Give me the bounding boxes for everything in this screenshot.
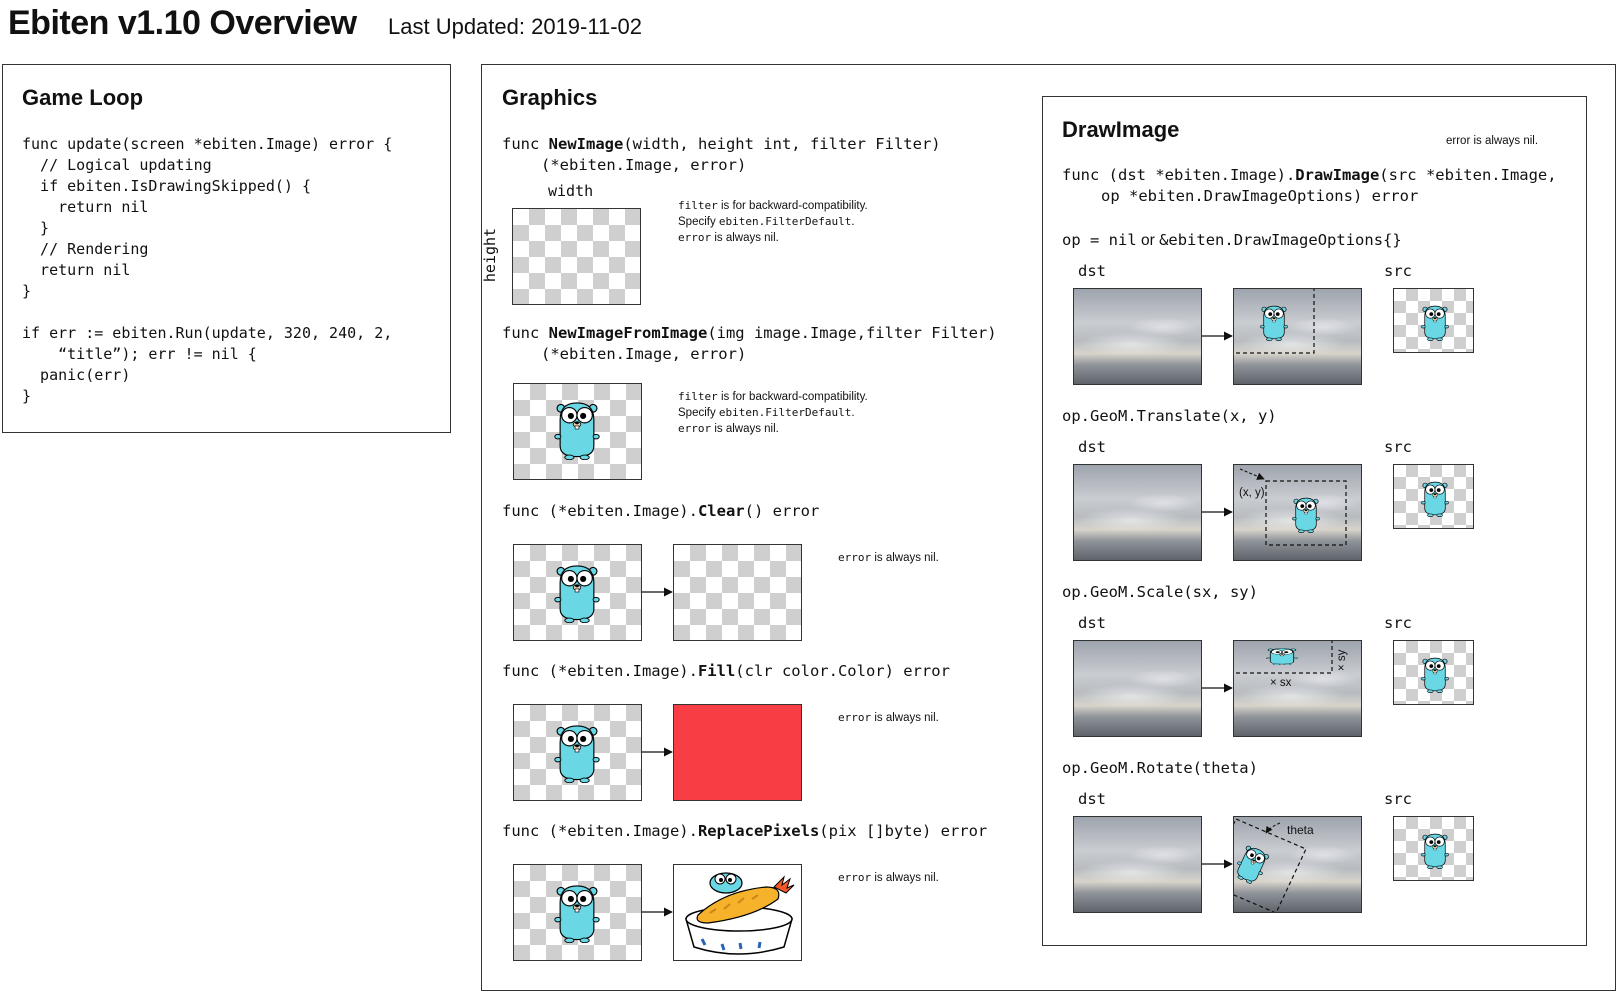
fill-signature: func (*ebiten.Image).Fill(clr color.Color) error bbox=[502, 662, 950, 680]
replace-pixels-before-image bbox=[513, 864, 642, 961]
width-label: width bbox=[548, 182, 594, 200]
dst-label: dst bbox=[1078, 262, 1106, 280]
dst-label: dst bbox=[1078, 790, 1106, 808]
scale-sx-label: × sx bbox=[1270, 677, 1292, 689]
gopher-icon bbox=[1421, 303, 1449, 341]
game-loop-code: func update(screen *ebiten.Image) error { // Logical updating if ebiten.IsDrawingSkipped() { return nil } // Rendering return nil } if err := ebiten.Run(update, 320, 240, 2, “title”); err != nil { panic(err) } bbox=[22, 135, 393, 405]
replace-pixels-after-image bbox=[673, 864, 802, 961]
new-image-note: filter is for backward-compatibility. Specify ebiten.FilterDefault. error is always nil. bbox=[678, 199, 868, 244]
gopher-icon bbox=[554, 561, 600, 623]
dst-label: dst bbox=[1078, 614, 1106, 632]
src-label: src bbox=[1384, 614, 1412, 632]
src-label: src bbox=[1384, 438, 1412, 456]
draw-image-signature: func (dst *ebiten.Image).DrawImage(src *ebiten.Image, op *ebiten.DrawImageOptions) error bbox=[1062, 166, 1557, 205]
dst-result-image bbox=[1233, 288, 1362, 385]
gopher-icon bbox=[554, 881, 600, 943]
page-title: Ebiten v1.10 Overview bbox=[8, 4, 357, 42]
gopher-icon bbox=[1292, 495, 1320, 533]
draw-image-error-note: error is always nil. bbox=[1446, 135, 1539, 147]
dst-label: dst bbox=[1078, 438, 1106, 456]
rotate-theta-label: theta bbox=[1287, 823, 1314, 837]
gopher-icon bbox=[554, 721, 600, 783]
dst-result-image bbox=[1233, 816, 1362, 913]
new-image-signature: func NewImage(width, height int, filter Filter) (*ebiten.Image, error) bbox=[502, 135, 941, 174]
dst-image bbox=[1073, 288, 1202, 385]
gopher-icon bbox=[1260, 303, 1288, 341]
src-label: src bbox=[1384, 790, 1412, 808]
fill-after-image bbox=[673, 704, 802, 801]
dst-image bbox=[1073, 464, 1202, 561]
gopher-icon bbox=[1421, 655, 1449, 693]
dst-result-image bbox=[1233, 464, 1362, 561]
rotate-code: op.GeoM.Rotate(theta) bbox=[1062, 759, 1258, 777]
src-label: src bbox=[1384, 262, 1412, 280]
gopher-icon bbox=[1421, 479, 1449, 517]
new-image-from-image-note: filter is for backward-compatibility. Specify ebiten.FilterDefault. error is always nil. bbox=[678, 390, 868, 435]
tempura-bowl-icon bbox=[674, 865, 802, 961]
game-loop-title: Game Loop bbox=[22, 85, 144, 110]
new-image-blank bbox=[512, 208, 641, 305]
fill-before-image bbox=[513, 704, 642, 801]
gopher-icon bbox=[1266, 647, 1298, 665]
clear-signature: func (*ebiten.Image).Clear() error bbox=[502, 502, 820, 520]
gopher-icon bbox=[554, 398, 600, 460]
new-image-from-image-gopher bbox=[513, 383, 642, 480]
src-image bbox=[1393, 640, 1474, 705]
gopher-icon bbox=[1233, 841, 1273, 887]
scale-code: op.GeoM.Scale(sx, sy) bbox=[1062, 583, 1258, 601]
dst-image bbox=[1073, 816, 1202, 913]
new-image-from-image-signature: func NewImageFromImage(img image.Image,filter Filter) (*ebiten.Image, error) bbox=[502, 324, 997, 363]
fill-note: error is always nil. bbox=[838, 711, 939, 724]
replace-pixels-note: error is always nil. bbox=[838, 871, 939, 884]
src-image bbox=[1393, 288, 1474, 353]
src-image bbox=[1393, 816, 1474, 881]
height-label: height bbox=[481, 227, 500, 283]
scale-sy-label: × sy bbox=[1336, 649, 1348, 671]
gopher-icon bbox=[1421, 831, 1449, 869]
op-options-line: op = nil or &ebiten.DrawImageOptions{} bbox=[1062, 231, 1402, 249]
dst-image bbox=[1073, 640, 1202, 737]
clear-note: error is always nil. bbox=[838, 551, 939, 564]
translate-xy-label: (x, y) bbox=[1239, 487, 1265, 499]
graphics-title: Graphics bbox=[502, 85, 598, 110]
src-image bbox=[1393, 464, 1474, 529]
dst-result-image bbox=[1233, 640, 1362, 737]
last-updated: Last Updated: 2019-11-02 bbox=[388, 14, 642, 39]
draw-image-title: DrawImage bbox=[1062, 117, 1180, 142]
translate-code: op.GeoM.Translate(x, y) bbox=[1062, 407, 1277, 425]
translated-bounds-outline bbox=[1234, 465, 1362, 561]
clear-after-image bbox=[673, 544, 802, 641]
clear-before-image bbox=[513, 544, 642, 641]
src-bounds-outline bbox=[1234, 289, 1362, 385]
replace-pixels-signature: func (*ebiten.Image).ReplacePixels(pix []byte) error bbox=[502, 822, 988, 840]
